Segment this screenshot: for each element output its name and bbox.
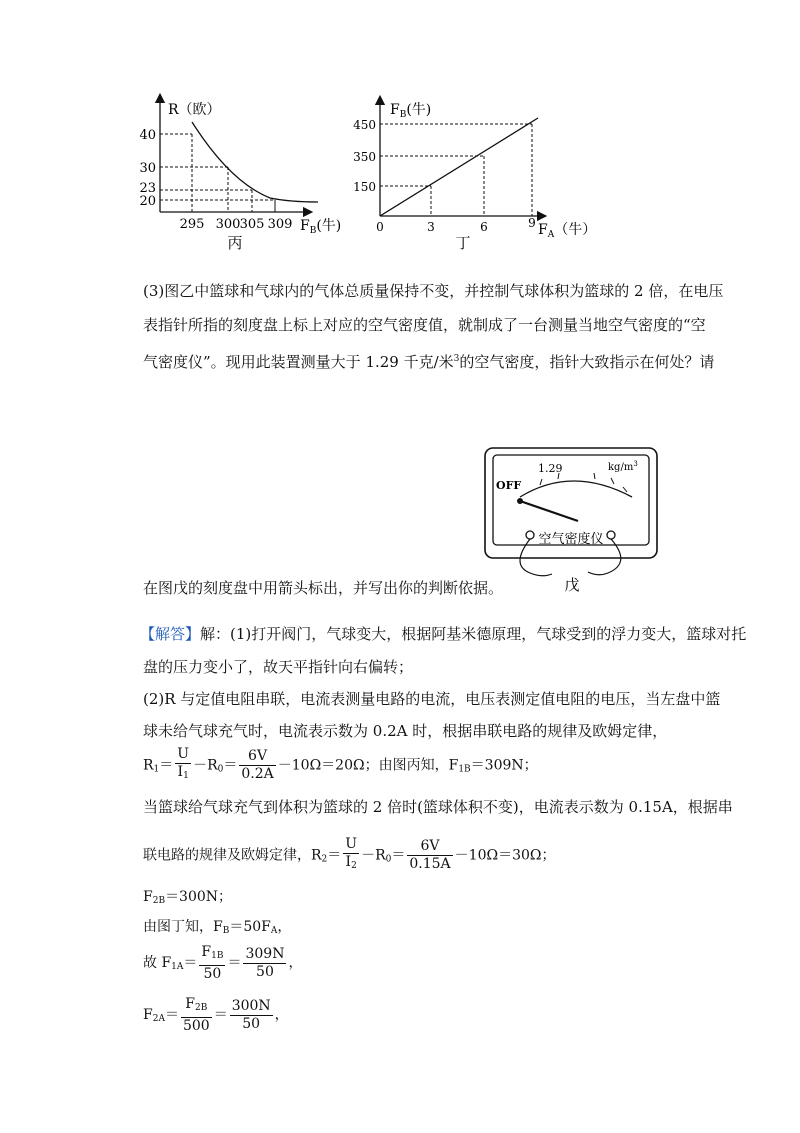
x-tick-300: 300 <box>215 217 241 232</box>
equation-r1: $R_1=$ $\frac{U}{I_1}$ $-R_0=$ $\frac{6V}{0.2A}$ －10Ω＝20Ω；由图丙知，$F_{1B}=309N$； <box>143 746 538 782</box>
meter-unit: $kg/m^3$ <box>608 460 638 473</box>
meter-scale-arc <box>520 481 632 497</box>
question-line-2: 表指针所指的刻度盘上标上对应的空气密度值，就制成了一台测量当地空气密度的“空 <box>143 316 706 334</box>
equation-f1a: 故 $F_{1A}=$ $\frac{F_{1B}}{50}$ ＝ $\frac{309N}{50}$ ， <box>143 943 303 982</box>
chart-caption-bing: 丙 <box>227 234 243 252</box>
y-axis-label: R（欧） <box>168 102 221 118</box>
chart-ding <box>353 92 602 254</box>
air-density-meter <box>480 445 662 600</box>
meter-scale-value: 1.29 <box>538 462 563 475</box>
meter-tick <box>594 473 595 479</box>
answer-line-7: 由图丁知，$F_B=50F_A$， <box>143 919 292 936</box>
meter-caption: 戊 <box>564 576 580 594</box>
x-tick-9: 9 <box>528 216 536 230</box>
x-tick-309: 309 <box>267 217 293 232</box>
meter-off-label: OFF <box>496 479 522 492</box>
y-tick-20: 20 <box>139 194 156 209</box>
equation-f2a: $F_{2A}=$ $\frac{F_{2B}}{500}$ ＝ $\frac{300N}{50}$ ， <box>143 995 289 1034</box>
y-tick-40: 40 <box>139 128 156 143</box>
chart-bing <box>130 92 360 254</box>
x-tick-3: 3 <box>427 220 435 234</box>
answer-line-4: 球未给气球充气时，电流表示数为 0.2A 时，根据串联电路的规律及欧姆定律， <box>143 722 668 740</box>
y-axis-label: $F_B$(牛) <box>390 102 432 120</box>
meter-tick <box>611 478 614 484</box>
x-axis-label: $F_A$（牛） <box>538 222 597 240</box>
x-tick-6: 6 <box>480 220 488 234</box>
y-tick-23: 23 <box>139 181 156 196</box>
y-tick-450: 450 <box>353 118 376 132</box>
x-tick-295: 295 <box>179 217 205 232</box>
question-line-3: 气密度仪”。现用此装置测量大于 1.29 千克/米$^3$的空气密度，指针大致指示在何处？请 <box>143 353 715 371</box>
answer-line-5: 当篮球给气球充气到体积为篮球的 2 倍时(篮球体积不变)，电流表示数为 0.15A，根据串 <box>143 798 733 816</box>
answer-line-2: 盘的压力变小了，故天平指针向右偏转； <box>143 658 414 676</box>
x-tick-305: 305 <box>239 217 265 232</box>
fb-line <box>380 118 538 216</box>
question-line-1: (3)图乙中篮球和气球内的气体总质量保持不变，并控制气球体积为篮球的 2 倍，在电压 <box>143 282 724 300</box>
answer-tag: 【解答】 <box>140 625 201 643</box>
chart-caption-ding: 丁 <box>455 234 471 252</box>
x-axis-label: $F_B$(牛) <box>300 218 342 236</box>
meter-terminal-left <box>526 531 534 539</box>
meter-name-label: 空气密度仪 <box>538 532 604 547</box>
question-line-4: 在图戊的刻度盘中用箭头标出，并写出你的判断依据。 <box>143 579 504 597</box>
y-tick-30: 30 <box>139 161 156 176</box>
y-tick-350: 350 <box>353 150 376 164</box>
equation-r2: 联电路的规律及欧姆定律，$R_2=$ $\frac{U}{I_2}$ $-R_0=$ $\frac{6V}{0.15A}$ －10Ω＝30Ω； <box>143 836 556 872</box>
answer-line-1: 【解答】解：(1)打开阀门，气球变大，根据阿基米德原理，气球受到的浮力变大，篮球对托 <box>140 625 747 643</box>
answer-line-3: (2)R 与定值电阻串联，电流表测量电路的电流，电压表测定值电阻的电压，当左盘中篮 <box>143 690 721 708</box>
meter-tick <box>623 487 627 492</box>
x-tick-0: 0 <box>376 220 384 234</box>
meter-needle-tip <box>517 498 523 504</box>
meter-needle <box>520 501 578 521</box>
answer-f2b: $F_{2B}=300N$； <box>143 889 233 906</box>
y-tick-150: 150 <box>353 180 376 194</box>
meter-terminal-right <box>607 531 615 539</box>
meter-tick <box>540 479 542 485</box>
